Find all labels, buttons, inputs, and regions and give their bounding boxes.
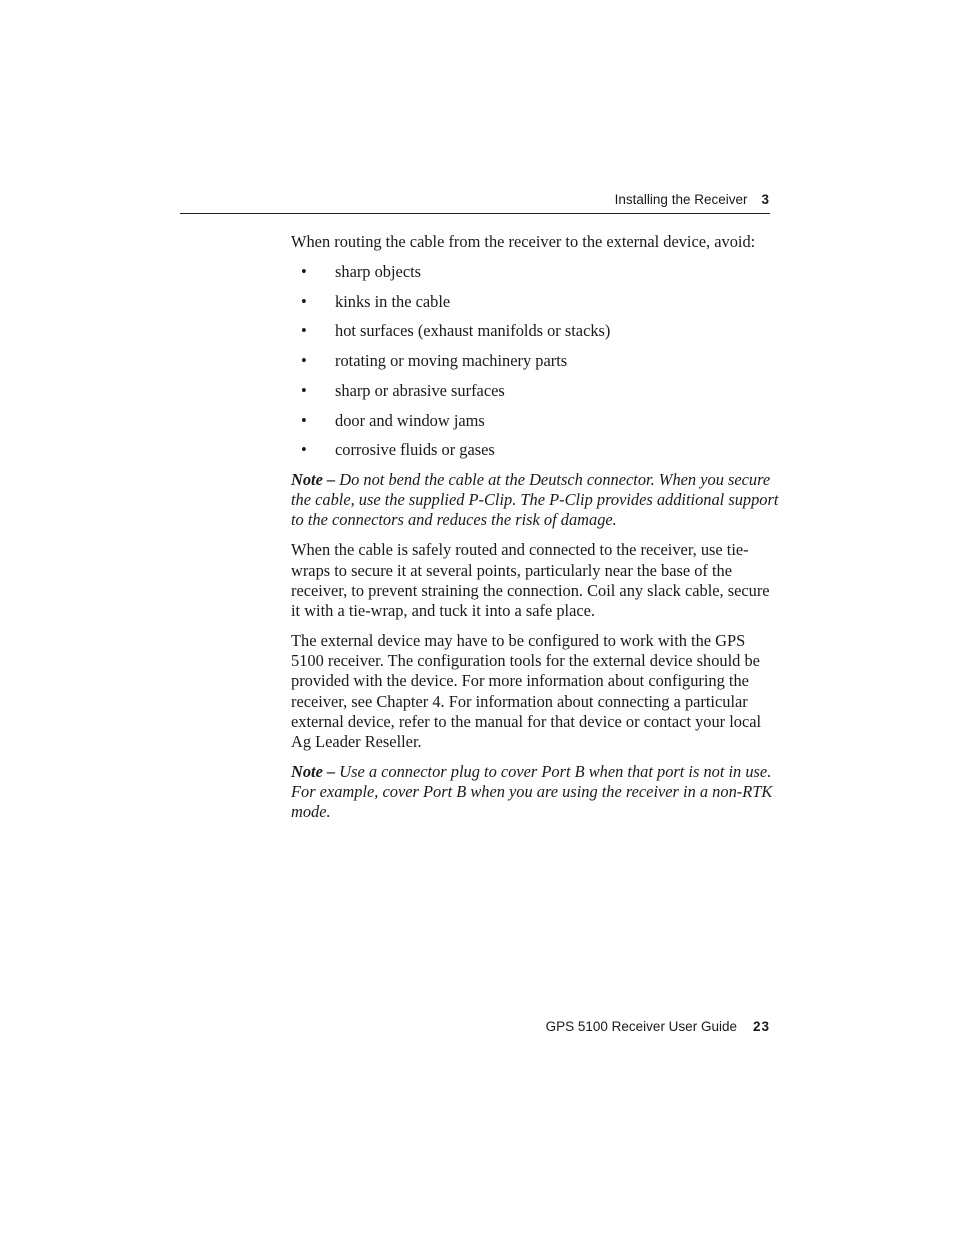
bullet-icon: •	[301, 410, 307, 430]
running-header	[180, 191, 770, 214]
note-deutsch-connector	[291, 470, 781, 531]
page-content	[291, 232, 781, 832]
list-item-text: kinks in the cable	[335, 291, 451, 311]
footer-guide-title: GPS 5100 Receiver User Guide	[545, 1019, 737, 1034]
avoid-list	[291, 262, 781, 460]
bullet-icon: •	[301, 380, 307, 400]
header-chapter-number: 3	[761, 192, 769, 207]
tie-wrap-paragraph: When the cable is safely routed and connected to the receiver, use tie-wraps to secure it at several points, particularly near the base of the receiver, to prevent straining the connection. Coil any slack cable, secure it with a tie-wrap, and tuck it into a safe place.	[291, 540, 770, 620]
bullet-icon: •	[301, 262, 307, 281]
note-label: Note –	[291, 469, 336, 489]
list-item	[291, 292, 781, 312]
bullet-icon: •	[301, 440, 307, 460]
bullet-icon: •	[301, 321, 307, 341]
list-item	[291, 411, 781, 431]
intro-paragraph: When routing the cable from the receiver to the external device, avoid:	[291, 232, 756, 251]
note-text: Use a connector plug to cover Port B when that port is not in use. For example, cover Port B when you are using the receiver in a non-RTK mode.	[291, 761, 773, 822]
header-text	[615, 192, 769, 207]
list-item	[291, 381, 781, 401]
list-item-text: corrosive fluids or gases	[335, 440, 495, 460]
list-item-text: sharp objects	[335, 262, 422, 281]
list-item-text: rotating or moving machinery parts	[335, 351, 568, 371]
list-item	[291, 262, 781, 282]
list-item-text: door and window jams	[335, 410, 485, 430]
list-item	[291, 321, 781, 341]
page-number: 23	[752, 1019, 770, 1034]
header-section-title: Installing the Receiver	[614, 192, 748, 207]
bullet-icon: •	[301, 291, 307, 311]
running-footer	[546, 1019, 770, 1034]
list-item	[291, 440, 781, 460]
bullet-icon: •	[301, 351, 307, 371]
note-port-b	[291, 762, 781, 823]
list-item-text: sharp or abrasive surfaces	[335, 380, 505, 400]
note-label: Note –	[291, 761, 336, 781]
list-item	[291, 351, 781, 371]
list-item-text: hot surfaces (exhaust manifolds or stacks)	[335, 321, 611, 341]
external-device-paragraph: The external device may have to be configured to work with the GPS 5100 receiver. The configuration tools for the external device should be provided with the device. For more information about configuring the receiver, see Chapter 4. For information about connecting a particular external device, refer to the manual for that device or contact your local Ag Leader Reseller.	[291, 630, 762, 751]
note-text: Do not bend the cable at the Deutsch connector. When you secure the cable, use the supplied P-Clip. The P-Clip provides additional support to the connectors and reduces the risk of damage.	[291, 469, 779, 530]
